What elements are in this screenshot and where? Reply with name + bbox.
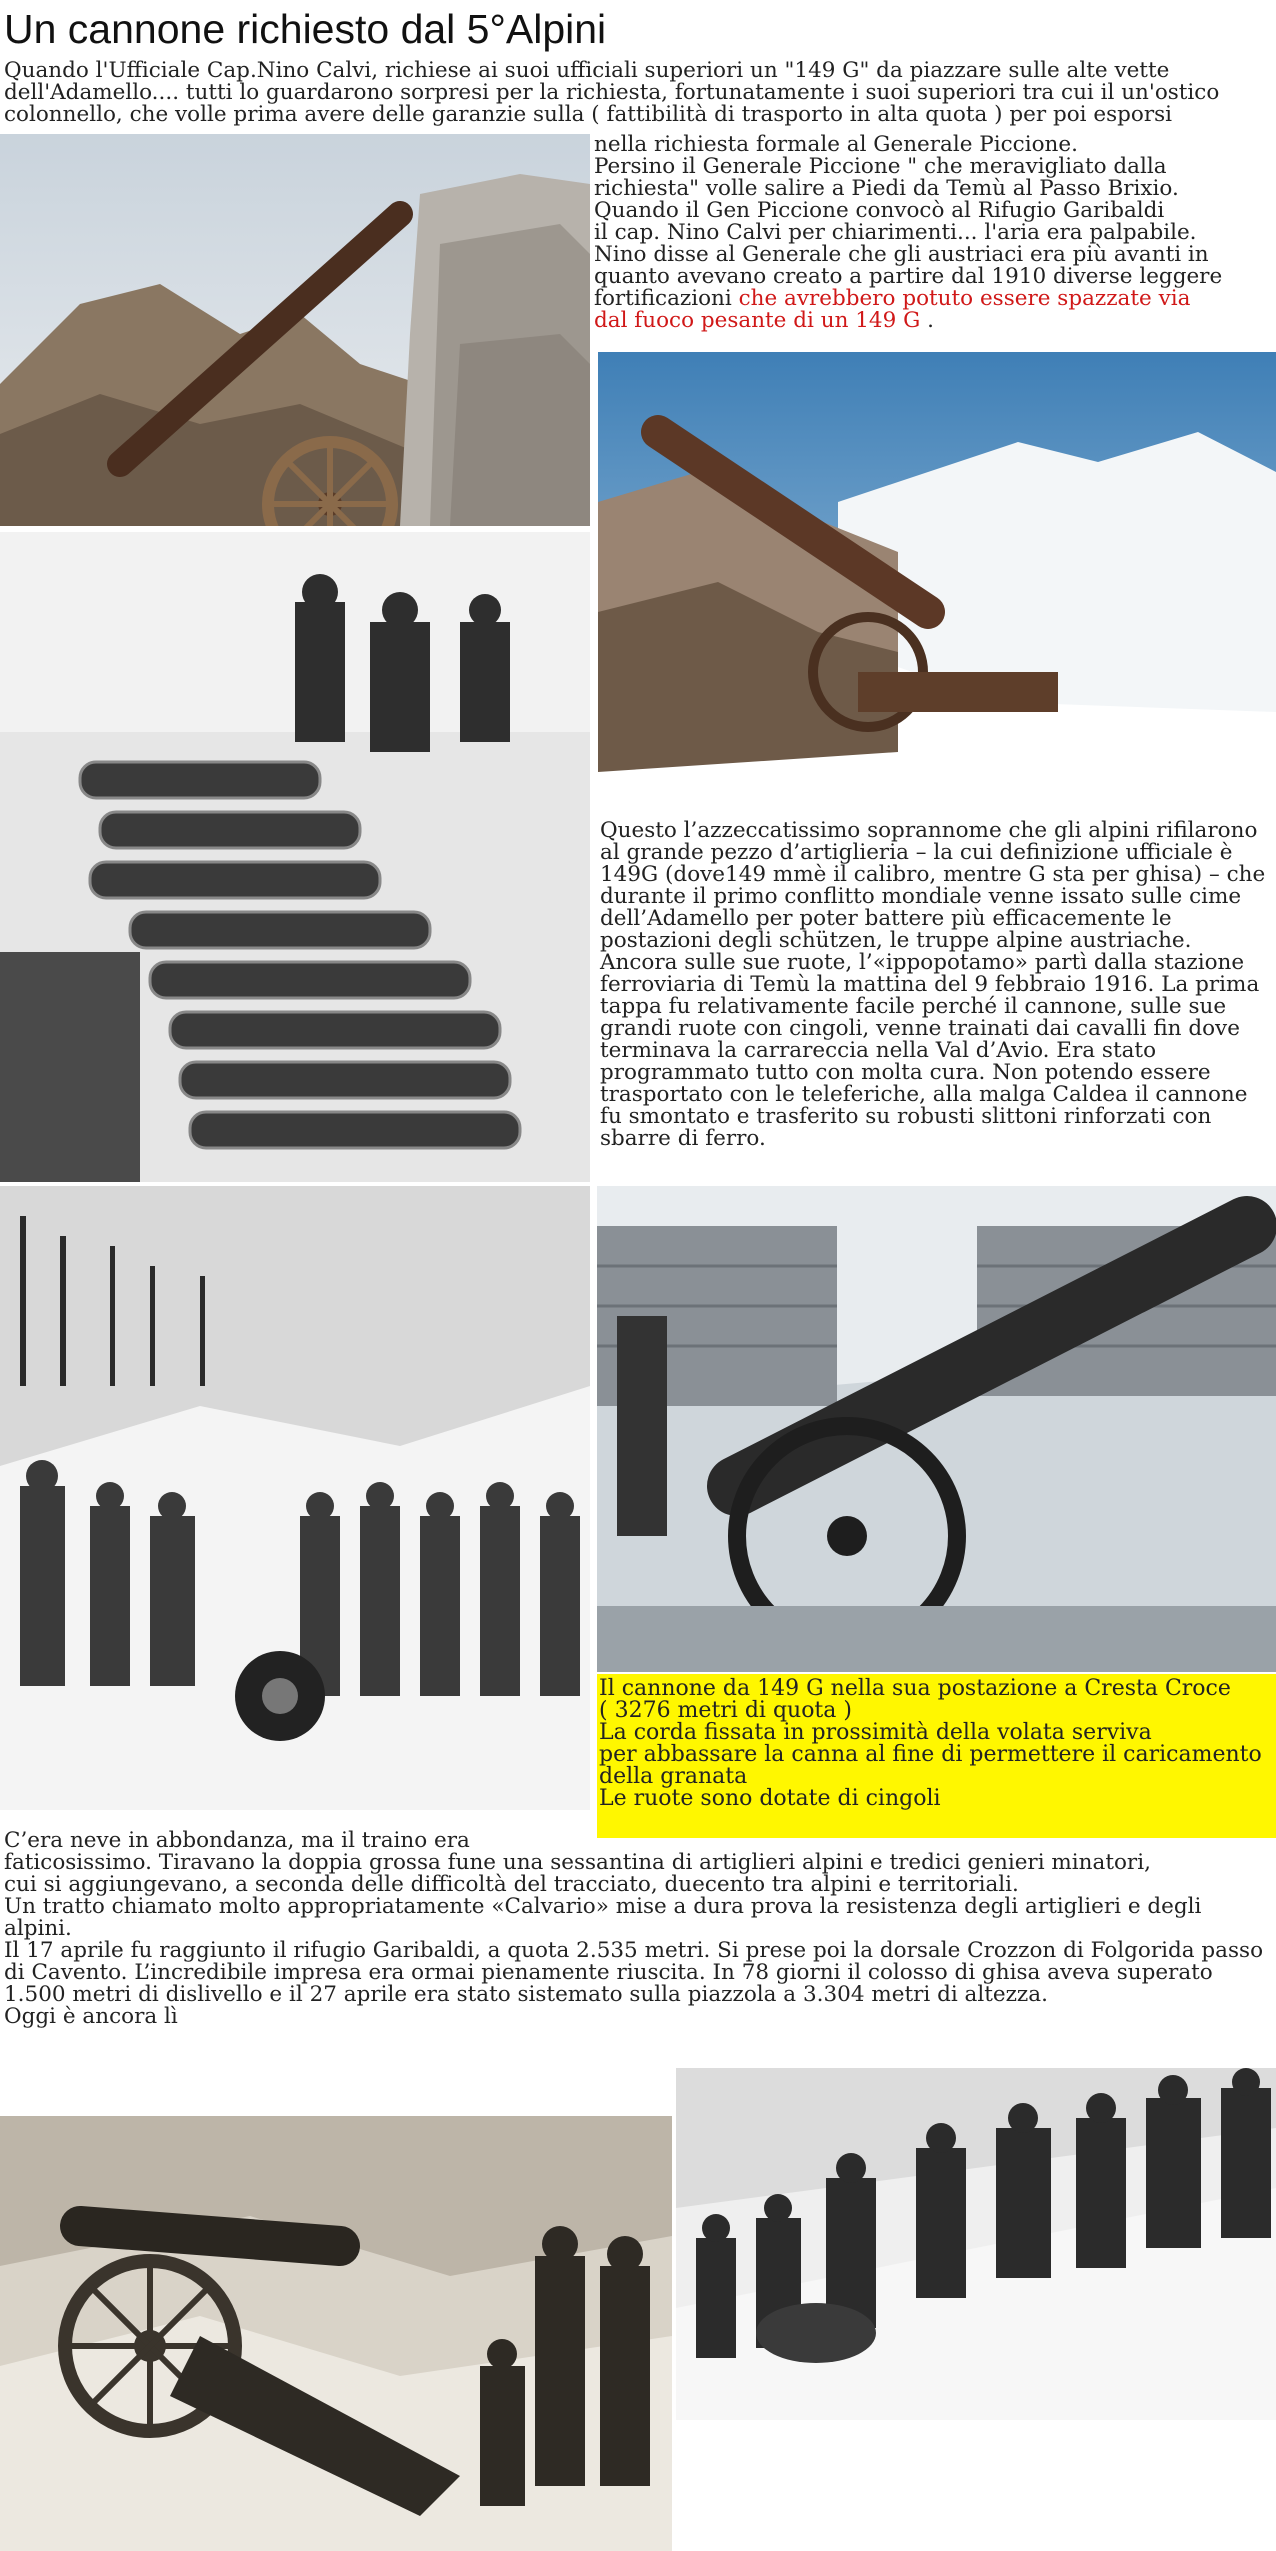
side-line-9 bbox=[594, 310, 1276, 332]
side-line-9-red: dal fuoco pesante di un 149 G bbox=[594, 308, 921, 333]
caption-line-6: Le ruote sono dotate di cingoli bbox=[599, 1786, 941, 1811]
bottom-line-1: C’era neve in abbondanza, ma il traino era bbox=[4, 1828, 470, 1853]
side-line-5: il cap. Nino Calvi per chiarimenti... l'aria era palpabile. bbox=[594, 220, 1197, 245]
side-column-text bbox=[594, 134, 1276, 332]
caption-line-5: della granata bbox=[599, 1764, 748, 1789]
caption-line-4: per abbassare la canna al fine di permettere il caricamento bbox=[599, 1742, 1262, 1767]
side-line-7: quanto avevano creato a partire dal 1910 diverse leggere bbox=[594, 264, 1223, 289]
side-line-2: Persino il Generale Piccione " che meravigliato dalla bbox=[594, 154, 1167, 179]
side-line-8-red: che avrebbero potuto essere spazzate via bbox=[738, 286, 1191, 311]
soldiers-pulling-slope-photo bbox=[676, 2068, 1276, 2420]
cannon-in-position-photo bbox=[0, 2116, 672, 2551]
side-line-8 bbox=[594, 288, 1276, 310]
middle-paragraph: Questo l’azzeccatissimo soprannome che gli alpini rifilarono al grande pezzo d’artiglieria – la cui definizione ufficiale è 149G (dove149 mmè il calibro, mentre G sta per ghisa) – che durante il primo conflitto mondiale venne issato sulle cime dell’Adamello per poter battere più efficacemente le postazioni degli schützen, le truppe alpine austriache. Ancora sulle sue ruote, l’«ippopotamo» partì dalla stazione ferroviaria di Temù la mattina del 9 febbraio 1916. La prima tappa fu relativamente facile perché il cannone, sulle sue grandi ruote con cingoli, venne trainati dai cavalli fin dove terminava la carrareccia nella Val d’Avio. Era stato programmato tutto con molta cura. Non potendo essere trasportato con le teleferiche, alla malga Caldea il cannone fu smontato e trasferito su robusti slittoni rinforzati con sbarre di ferro. bbox=[600, 818, 1266, 1151]
page-title: Un cannone richiesto dal 5°Alpini bbox=[4, 6, 607, 52]
intro-paragraph: Quando l'Ufficiale Cap.Nino Calvi, richiese ai suoi ufficiali superiori un "149 G" da piazzare sulle alte vette dell'Adamello.... tutti lo guardarono sorpresi per la richiesta, fortunatamente i suoi superiori tra cui il un'ostico colonnello, che volle prima avere delle garanzie sulla ( fattibilità di trasporto in alta quota ) per poi esporsi bbox=[4, 58, 1220, 127]
side-line-8-plain: fortificazioni bbox=[594, 286, 739, 311]
caption-line-2: ( 3276 metri di quota ) bbox=[599, 1698, 852, 1723]
caption-line-3: La corda fissata in prossimità della volata serviva bbox=[599, 1720, 1152, 1745]
side-line-1: nella richiesta formale al Generale Piccione. bbox=[594, 132, 1078, 157]
side-line-3: richiesta" volle salire a Piedi da Temù al Passo Brixio. bbox=[594, 176, 1179, 201]
bottom-line-3: cui si aggiungevano, a seconda delle difficoltà del tracciato, duecento tra alpini e territoriali. bbox=[4, 1872, 1019, 1897]
bottom-line-4: Un tratto chiamato molto appropriatamente «Calvario» mise a dura prova la resistenza degli artiglieri e degli alpini. bbox=[4, 1894, 1202, 1941]
caption-line-1: Il cannone da 149 G nella sua postazione a Cresta Croce bbox=[599, 1676, 1231, 1701]
cannon-at-cresta-croce-photo bbox=[597, 1186, 1276, 1672]
side-line-6: Nino disse al Generale che gli austriaci era più avanti in bbox=[594, 242, 1209, 267]
bottom-line-5: Il 17 aprile fu raggiunto il rifugio Garibaldi, a quota 2.535 metri. Si prese poi la dorsale Crozzon di Folgorida passo di Cavento. L’incredibile impresa era ormai pienamente riuscita. In 78 giorni il colosso di ghisa aveva superato 1.500 metri di dislivello e il 27 aprile era stato sistemato sulla piazzola a 3.304 metri di altezza. bbox=[4, 1938, 1264, 2007]
bottom-line-2: faticosissimo. Tiravano la doppia grossa fune una sessantina di artiglieri alpini e tredici genieri minatori, bbox=[4, 1850, 1151, 1875]
side-line-9-end: . bbox=[920, 308, 934, 333]
side-line-4: Quando il Gen Piccione convocò al Rifugio Garibaldi bbox=[594, 198, 1165, 223]
cannon-on-glacier-photo bbox=[598, 352, 1276, 818]
photo-caption-box bbox=[597, 1674, 1276, 1838]
shells-and-officers-photo bbox=[0, 532, 590, 1182]
cannon-on-rocks-photo bbox=[0, 134, 590, 526]
bottom-text bbox=[4, 1830, 1272, 2028]
bottom-line-6: Oggi è ancora lì bbox=[4, 2004, 178, 2029]
soldiers-hauling-in-snow-photo bbox=[0, 1186, 590, 1810]
